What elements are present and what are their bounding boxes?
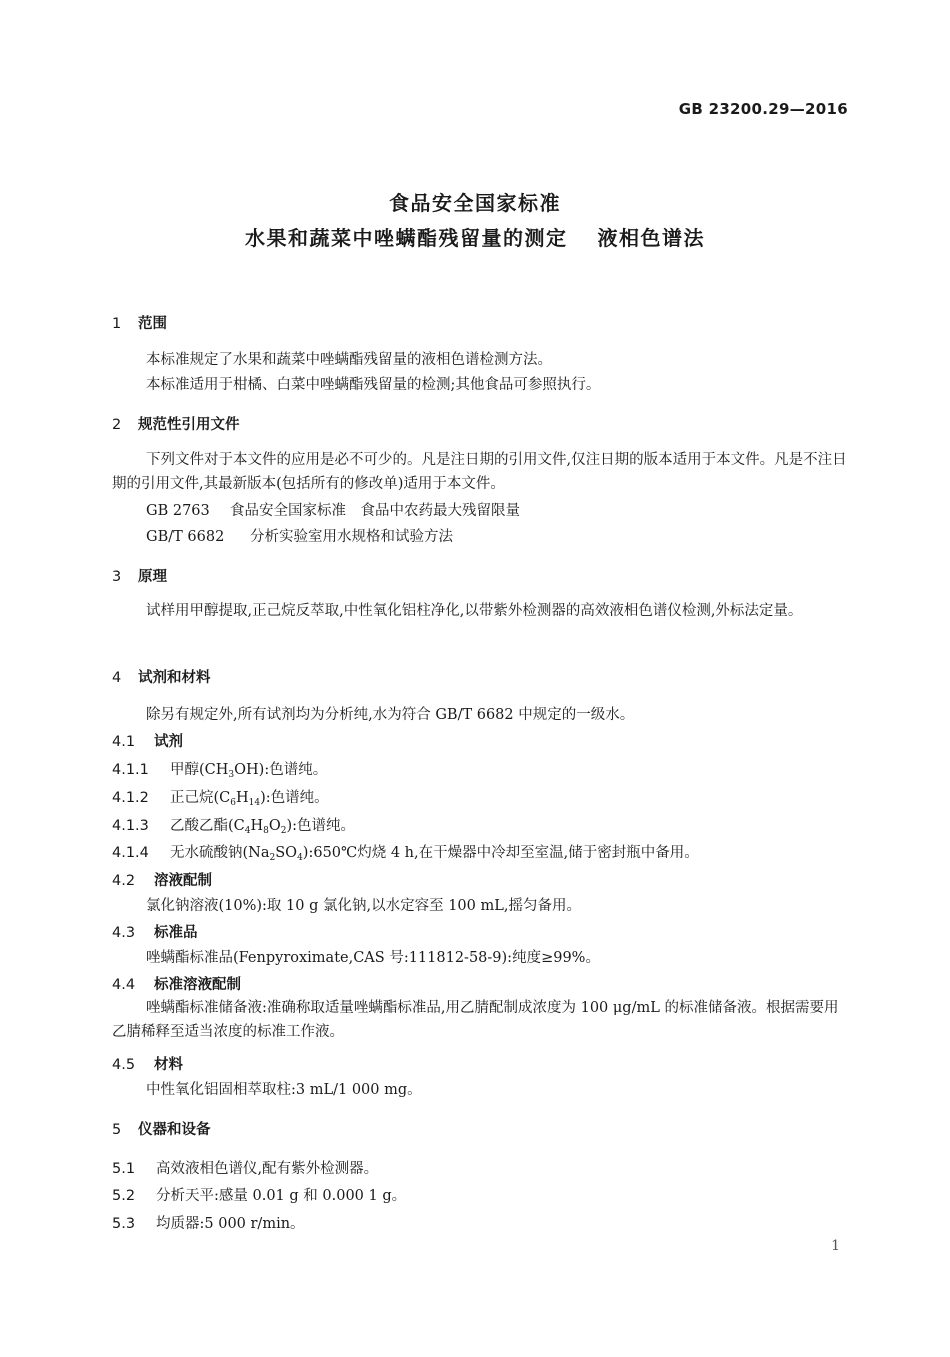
s1-paragraph-1: 本标准规定了水果和蔬菜中唑螨酯残留量的液相色谱检测方法。	[146, 352, 552, 368]
item-text: 甲醇(CH	[170, 762, 229, 778]
item-4-1-4	[112, 841, 699, 863]
reference-code: GB/T 6682	[146, 529, 225, 545]
item-text: H	[250, 818, 264, 834]
item-4-1-3	[112, 814, 355, 836]
section-number: 3	[112, 569, 122, 585]
item-text: 均质器:5 000 r/min。	[156, 1216, 305, 1232]
subscript: 4	[297, 853, 303, 863]
item-text: ):650℃灼烧 4 h,在干燥器中冷却至室温,储于密封瓶中备用。	[302, 845, 699, 861]
section-title: 仪器和设备	[138, 1122, 211, 1138]
item-number: 4.1.2	[112, 790, 149, 806]
section-title: 标准品	[154, 925, 198, 941]
s1-paragraph-2: 本标准适用于柑橘、白菜中唑螨酯残留量的检测;其他食品可参照执行。	[146, 377, 601, 393]
section-4-heading	[112, 666, 211, 687]
reference-code: GB 2763	[146, 503, 210, 519]
title-line-1: 食品安全国家标准	[389, 191, 561, 215]
section-2-heading	[112, 413, 240, 434]
title-method: 液相色谱法	[597, 226, 705, 250]
item-5-1	[112, 1157, 378, 1178]
section-title: 试剂	[154, 734, 183, 750]
section-number: 4	[112, 670, 122, 686]
item-number: 5.2	[112, 1188, 136, 1204]
item-text: O	[268, 818, 281, 834]
item-number: 5.1	[112, 1161, 136, 1177]
item-text: H	[236, 790, 249, 806]
section-number: 4.2	[112, 873, 136, 889]
reference-title: 分析实验室用水规格和试验方法	[250, 529, 453, 545]
item-number: 5.3	[112, 1216, 136, 1232]
item-number: 4.1.3	[112, 818, 149, 834]
title-main: 水果和蔬菜中唑螨酯残留量的测定	[245, 226, 568, 250]
s2-paragraph-1: 下列文件对于本文件的应用是必不可少的。凡是注日期的引用文件,仅注日期的版本适用于本文件。凡是不注日期的引用文件,其最新版本(包括所有的修改单)适用于本文件。	[112, 452, 847, 492]
item-number: 4.1.4	[112, 845, 149, 861]
item-text: 高效液相色谱仪,配有紫外检测器。	[156, 1161, 379, 1177]
section-4-2-heading	[112, 869, 212, 890]
reference-gbt6682	[146, 525, 453, 546]
section-number: 2	[112, 417, 122, 433]
s4-paragraph-1: 除另有规定外,所有试剂均为分析纯,水为符合 GB/T 6682 中规定的一级水。	[146, 707, 635, 723]
section-title: 标准溶液配制	[154, 977, 241, 993]
s4-5-text: 中性氧化铝固相萃取柱:3 mL/1 000 mg。	[146, 1082, 422, 1098]
section-number: 1	[112, 316, 122, 332]
title-line-2	[0, 222, 950, 251]
section-title: 试剂和材料	[138, 670, 211, 686]
item-text: OH):色谱纯。	[234, 762, 328, 778]
section-number: 5	[112, 1122, 122, 1138]
section-1-heading	[112, 312, 167, 333]
subscript: 8	[263, 826, 269, 836]
item-4-1-2	[112, 786, 329, 808]
section-number: 4.3	[112, 925, 136, 941]
item-text: 无水硫酸钠(Na	[170, 845, 270, 861]
section-title: 规范性引用文件	[138, 417, 240, 433]
item-text: 正己烷(C	[170, 790, 231, 806]
item-text: SO	[275, 845, 298, 861]
s4-4-text: 唑螨酯标准储备液:准确称取适量唑螨酯标准品,用乙腈配制成浓度为 100 μg/mL 的标准储备液。根据需要用乙腈稀释至适当浓度的标准工作液。	[112, 1000, 839, 1040]
subscript: 2	[280, 826, 287, 836]
item-text: 乙酸乙酯(C	[170, 818, 245, 834]
section-3-heading	[112, 565, 167, 586]
item-4-1-1	[112, 758, 327, 780]
page-number: 1	[831, 1238, 840, 1254]
section-number: 4.5	[112, 1057, 136, 1073]
reference-title: 食品安全国家标准 食品中农药最大残留限量	[230, 503, 520, 519]
s4-3-text: 唑螨酯标准品(Fenpyroximate,CAS 号:111812-58-9):纯度≥99%。	[146, 950, 600, 966]
section-title: 原理	[138, 569, 167, 585]
section-number: 4.4	[112, 977, 136, 993]
section-4-3-heading	[112, 921, 198, 942]
item-text: ):色谱纯。	[260, 790, 329, 806]
item-5-2	[112, 1184, 406, 1205]
section-4-5-heading	[112, 1053, 183, 1074]
reference-gb2763	[146, 499, 520, 520]
item-number: 4.1.1	[112, 762, 149, 778]
subscript: 6	[230, 798, 236, 808]
section-4-4-heading	[112, 973, 241, 994]
document-code: GB 23200.29—2016	[678, 100, 848, 118]
section-title: 溶液配制	[154, 873, 212, 889]
item-text: ):色谱纯。	[286, 818, 356, 834]
s4-2-text: 氯化钠溶液(10%):取 10 g 氯化钠,以水定容至 100 mL,摇匀备用。	[146, 898, 581, 914]
subscript: 4	[244, 826, 251, 836]
s3-paragraph-1: 试样用甲醇提取,正己烷反萃取,中性氧化铝柱净化,以带紫外检测器的高效液相色谱仪检测,外标法定量。	[146, 603, 803, 619]
section-4-1-heading	[112, 730, 183, 751]
subscript: 3	[228, 770, 235, 780]
subscript: 2	[269, 853, 276, 863]
section-5-heading	[112, 1118, 211, 1139]
subscript: 14	[248, 798, 261, 808]
item-5-3	[112, 1212, 305, 1233]
item-text: 分析天平:感量 0.01 g 和 0.000 1 g。	[156, 1188, 407, 1204]
section-title: 材料	[154, 1057, 183, 1073]
section-title: 范围	[138, 316, 167, 332]
section-number: 4.1	[112, 734, 136, 750]
